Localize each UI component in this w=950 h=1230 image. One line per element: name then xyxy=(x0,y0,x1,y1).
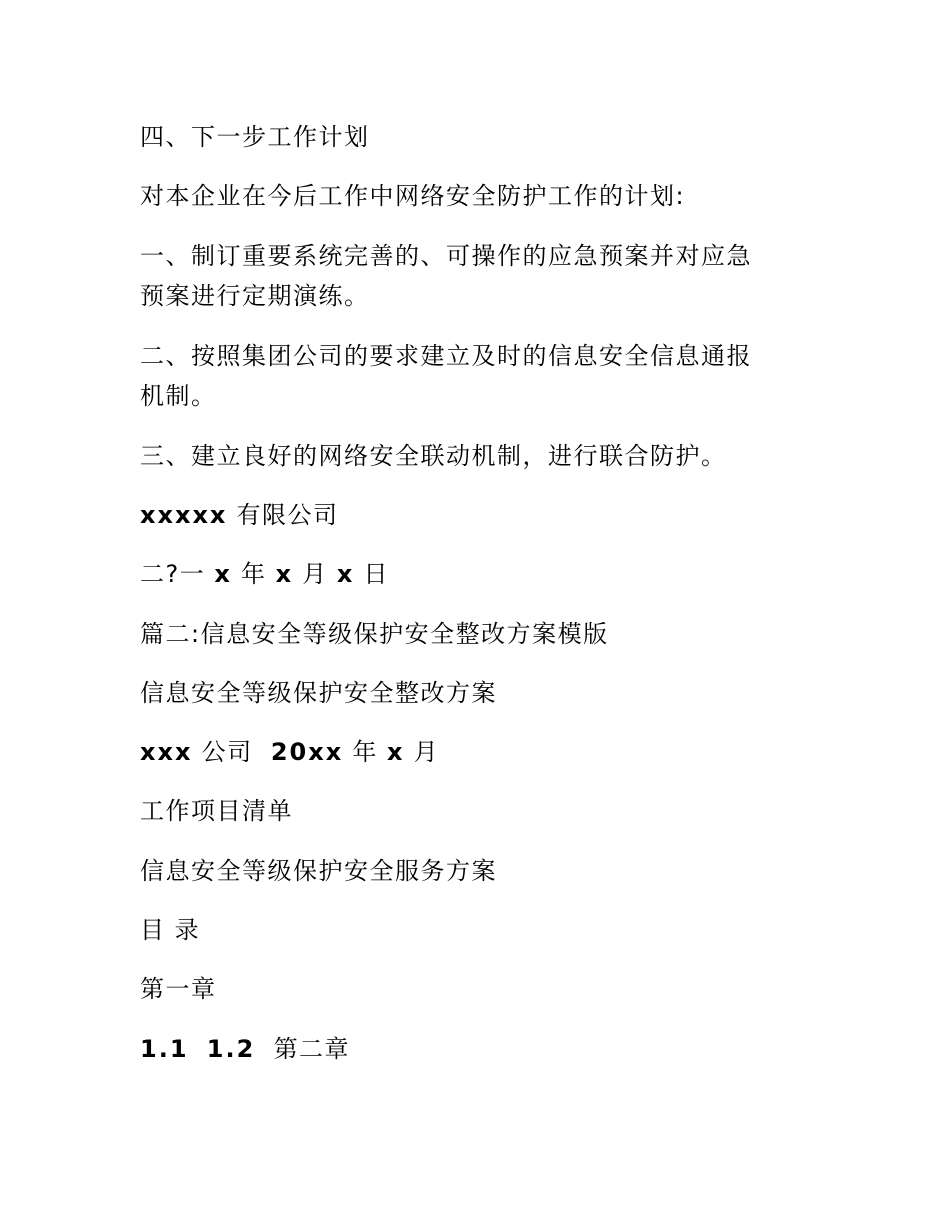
company-signature xyxy=(140,495,820,535)
plan-item-1-line-2: 预案进行定期演练。 xyxy=(140,282,370,310)
section-1-1: 1.1 xyxy=(140,1035,189,1063)
company-name-placeholder: xxxxx xyxy=(140,501,228,529)
service-plan-heading: 信息安全等级保护安全服务方案 xyxy=(140,857,497,885)
plan-item-2-line-2: 机制。 xyxy=(140,382,217,410)
cover-company-placeholder: xxx xyxy=(140,738,193,766)
chapter-two: 第二章 xyxy=(273,1035,351,1063)
cover-year-number: 20xx xyxy=(270,738,344,766)
date-year-label: 年 xyxy=(241,560,267,588)
intro-paragraph: 对本企业在今后工作中网络安全防护工作的计划: xyxy=(140,182,686,210)
cover-year-label: 年 xyxy=(352,738,378,766)
date-month-label: 月 xyxy=(302,560,328,588)
date-prefix: 二?一 xyxy=(140,560,206,588)
toc-sections xyxy=(140,1029,820,1069)
plan-item-2-line-1: 二、按照集团公司的要求建立及时的信息安全信息通报 xyxy=(140,342,752,370)
chapter-one: 第一章 xyxy=(140,975,217,1003)
date-day-placeholder: x xyxy=(336,560,355,588)
work-items-heading: 工作项目清单 xyxy=(140,797,293,825)
company-suffix: 有限公司 xyxy=(236,501,339,529)
plan-title: 信息安全等级保护安全整改方案 xyxy=(140,679,497,707)
plan-item-1-line-1: 一、制订重要系统完善的、可操作的应急预案并对应急 xyxy=(140,242,752,270)
cover-month-placeholder: x xyxy=(387,738,405,766)
section-heading: 四、下一步工作计划 xyxy=(140,123,370,151)
section-1-2: 1.2 xyxy=(206,1035,256,1063)
part-two-title: 篇二:信息安全等级保护安全整改方案模版 xyxy=(140,620,609,648)
date-day-label: 日 xyxy=(363,560,390,588)
plan-item-3: 三、建立良好的网络安全联动机制，进行联合防护。 xyxy=(140,442,727,470)
table-of-contents-heading: 目 录 xyxy=(140,916,201,944)
cover-month-label: 月 xyxy=(413,738,440,766)
signature-date xyxy=(140,554,820,594)
cover-company-date xyxy=(140,732,820,772)
date-month-placeholder: x xyxy=(275,560,294,588)
date-year-placeholder: x xyxy=(214,560,232,588)
cover-company-label: 公司 xyxy=(201,738,253,766)
